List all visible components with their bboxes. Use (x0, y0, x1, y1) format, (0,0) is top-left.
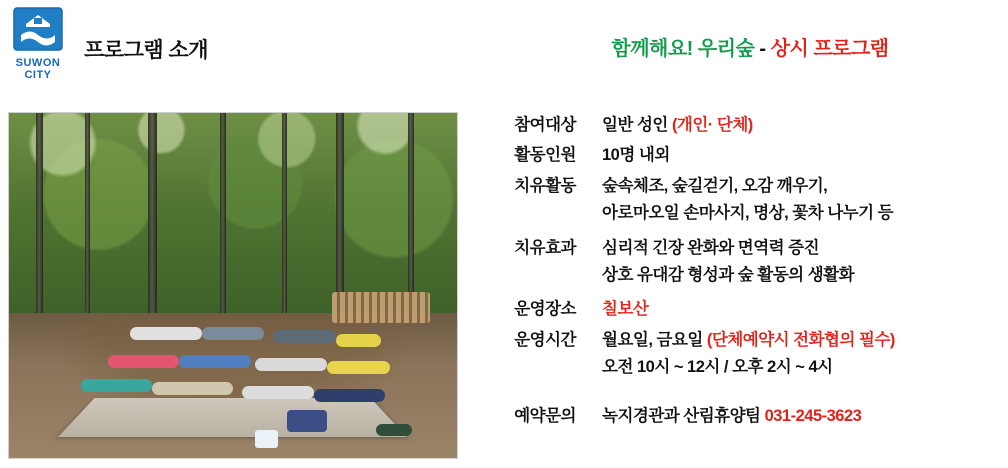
detail-value (602, 142, 670, 168)
suwon-city-logo (8, 4, 68, 90)
detail-value (602, 327, 895, 353)
participant (130, 327, 202, 340)
participant (314, 389, 386, 402)
backpack (287, 410, 327, 432)
contact-phone: 031-245-3623 (764, 406, 862, 425)
contact-department: 녹지경관과 산림휴양팀 (602, 406, 761, 425)
spacer (480, 381, 1000, 403)
participant (255, 358, 327, 371)
page-header (0, 0, 1008, 100)
detail-value (602, 296, 648, 322)
logo-text-line1: SUWON (15, 57, 61, 69)
page-title-green: 함께해요! 우리숲 (611, 38, 755, 60)
participant (152, 382, 233, 395)
detail-value-main: 월요일, 금요일 (602, 330, 703, 349)
participant (108, 355, 180, 368)
detail-row-target (480, 112, 1000, 138)
detail-row-effects (480, 235, 1000, 261)
participant (336, 334, 381, 347)
section-title: 프로그램 소개 (84, 39, 209, 62)
program-photo (8, 112, 458, 459)
participant (327, 361, 390, 374)
detail-row-hours (480, 327, 1000, 353)
page-title (500, 32, 1000, 61)
detail-row-location (480, 296, 1000, 322)
suwon-city-logo-text (16, 58, 61, 81)
page-title-red: 상시 프로그램 (770, 38, 889, 60)
detail-value-main: 숲속체조, 숲길걷기, 오감 깨우기, (602, 176, 828, 195)
spacer (480, 227, 1000, 235)
yoga-mat (58, 398, 407, 437)
participant (242, 386, 314, 399)
detail-label: 활동인원 (514, 146, 576, 165)
tree-trunk (220, 113, 226, 334)
participant (273, 330, 336, 343)
detail-label: 치유효과 (514, 238, 576, 257)
tree-trunk (282, 113, 287, 334)
detail-label: 참여대상 (514, 116, 576, 134)
detail-value-line2: 아로마오일 손마사지, 명상, 꽃차 나누기 등 (602, 204, 894, 223)
participant (81, 379, 153, 392)
suwon-city-logo-mark (12, 4, 64, 56)
detail-value-line2: 오전 10시 ~ 12시 / 오후 2시 ~ 4시 (602, 358, 833, 377)
detail-row-capacity (480, 142, 1000, 168)
water-bottle (255, 430, 277, 448)
detail-value-highlight: (개인· 단체) (671, 116, 753, 134)
detail-value (602, 173, 827, 199)
shoes (376, 424, 412, 436)
spacer (480, 288, 1000, 296)
detail-value (602, 235, 819, 261)
detail-value (602, 112, 753, 138)
participant (179, 355, 251, 368)
tree-trunk (36, 113, 43, 334)
tree-trunk (148, 113, 157, 334)
wood-log-pile (332, 292, 431, 323)
program-details (480, 112, 1000, 433)
detail-value-main: 일반 성인 (602, 116, 668, 134)
detail-value-main: 심리적 긴장 완화와 면역력 증진 (602, 238, 820, 257)
tree-trunk (85, 113, 90, 334)
detail-value-line2: 상호 유대감 형성과 숲 활동의 생활화 (602, 265, 855, 284)
detail-row-activities (480, 173, 1000, 199)
detail-label: 예약문의 (514, 406, 576, 425)
detail-label: 운영시간 (514, 330, 576, 349)
detail-value-main: 10명 내외 (602, 146, 670, 165)
detail-row-contact (480, 403, 1000, 429)
detail-label: 운영장소 (514, 300, 576, 319)
detail-label: 치유활동 (514, 176, 576, 195)
logo-text-line2: CITY (24, 68, 52, 81)
detail-value-highlight: 칠보산 (602, 300, 649, 319)
detail-value-highlight: (단체예약시 전화협의 필수) (706, 330, 895, 349)
page-title-dash: - (759, 38, 766, 60)
participant (202, 327, 265, 340)
detail-value (602, 403, 861, 429)
